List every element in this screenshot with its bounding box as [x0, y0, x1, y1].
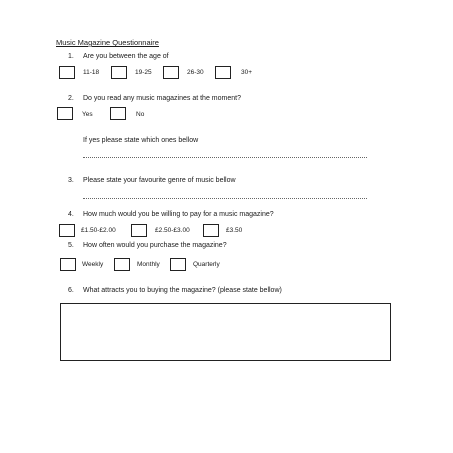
frequency-checkbox-quarterly[interactable]: [170, 258, 186, 271]
question-2-number: 2.: [68, 95, 74, 102]
age-option-26-30: 26-30: [187, 69, 204, 76]
question-5-text: How often would you purchase the magazine?: [83, 242, 227, 249]
question-6-text: What attracts you to buying the magazine? (please state bellow): [83, 287, 282, 294]
age-checkbox-11-18[interactable]: [59, 66, 75, 79]
age-option-30-plus: 30+: [241, 69, 253, 76]
frequency-option-weekly: Weekly: [82, 261, 104, 268]
frequency-checkbox-monthly[interactable]: [114, 258, 130, 271]
question-2-followup: If yes please state which ones bellow: [83, 137, 199, 144]
read-option-no: No: [136, 111, 145, 118]
question-3-text: Please state your favourite genre of music bellow: [83, 177, 236, 184]
question-5-number: 5.: [68, 242, 74, 249]
frequency-option-monthly: Monthly: [137, 261, 160, 268]
magazines-answer-line[interactable]: [83, 157, 367, 158]
price-option-3: £3.50: [226, 227, 243, 234]
genre-answer-line[interactable]: [83, 198, 367, 199]
age-option-19-25: 19-25: [135, 69, 152, 76]
price-checkbox-1[interactable]: [59, 224, 75, 237]
price-checkbox-2[interactable]: [131, 224, 147, 237]
read-option-yes: Yes: [82, 111, 93, 118]
read-checkbox-yes[interactable]: [57, 107, 73, 120]
question-6-number: 6.: [68, 287, 74, 294]
price-checkbox-3[interactable]: [203, 224, 219, 237]
question-4-text: How much would you be willing to pay for a music magazine?: [83, 211, 274, 218]
age-option-11-18: 11-18: [83, 69, 100, 76]
age-checkbox-30-plus[interactable]: [215, 66, 231, 79]
question-1-number: 1.: [68, 53, 74, 60]
read-checkbox-no[interactable]: [110, 107, 126, 120]
price-option-2: £2.50-£3.00: [155, 227, 190, 234]
question-3-number: 3.: [68, 177, 74, 184]
page-title: Music Magazine Questionnaire: [56, 38, 159, 47]
price-option-1: £1.50-£2.00: [81, 227, 116, 234]
attraction-answer-box[interactable]: [60, 303, 391, 361]
age-checkbox-26-30[interactable]: [163, 66, 179, 79]
age-checkbox-19-25[interactable]: [111, 66, 127, 79]
question-1-text: Are you between the age of: [83, 53, 169, 60]
frequency-checkbox-weekly[interactable]: [60, 258, 76, 271]
question-4-number: 4.: [68, 211, 74, 218]
frequency-option-quarterly: Quarterly: [193, 261, 220, 268]
question-2-text: Do you read any music magazines at the moment?: [83, 95, 241, 102]
